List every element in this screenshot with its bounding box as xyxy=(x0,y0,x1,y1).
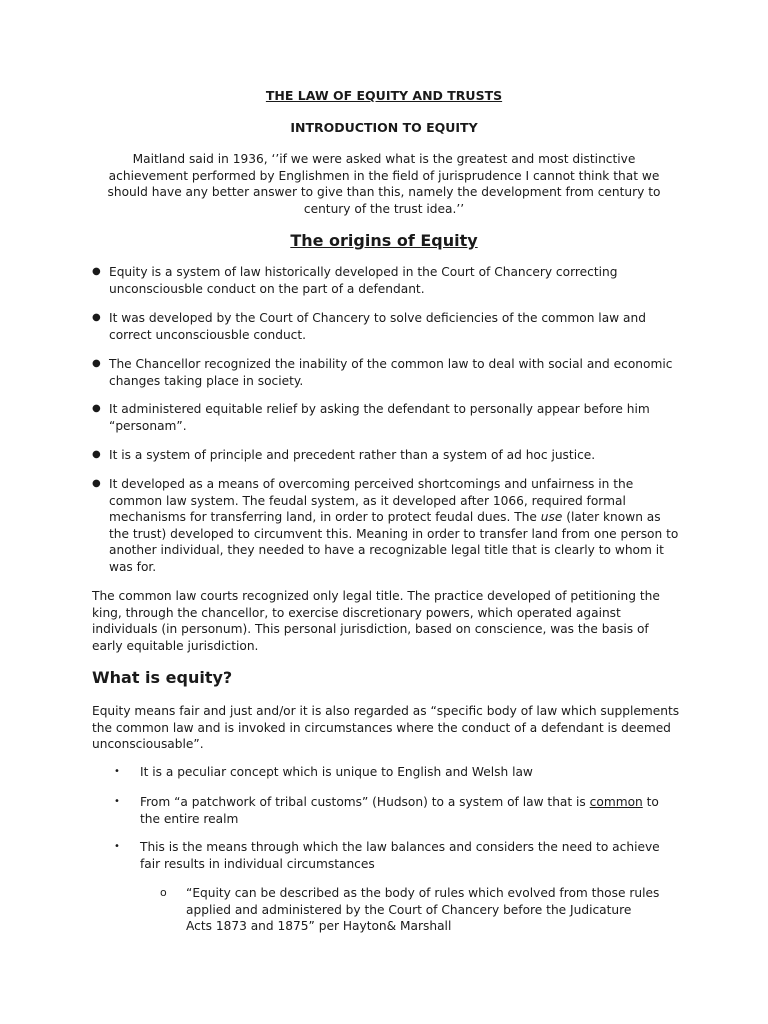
sub-list-item xyxy=(160,885,660,935)
list-item-text xyxy=(109,477,678,574)
list-item xyxy=(92,476,682,576)
text-run: It developed as a means of overcoming perceived shortcomings and unfairness in the common law system. The feudal system, as it developed after 1066, required formal mechanisms for transferring land, in order to protect feudal dues. The xyxy=(109,477,634,525)
bullet-marker: ● xyxy=(92,266,101,277)
bullet-marker: ● xyxy=(92,478,101,489)
what-is-equity-heading: What is equity? xyxy=(92,668,233,687)
list-item-text: The Chancellor recognized the inability of the common law to deal with social and economic changes taking place in society. xyxy=(109,357,673,388)
list-item-text: It is a peculiar concept which is unique to English and Welsh law xyxy=(140,765,533,779)
origins-paragraph: The common law courts recognized only legal title. The practice developed of petitioning the king, through the chancellor, to exercise discretionary powers, which operated against individuals (in personum). This personal jurisdiction, based on conscience, was the basis of early equitable jurisdiction. xyxy=(92,589,660,653)
list-item-text: Equity is a system of law historically developed in the Court of Chancery correcting unconsciousble conduct on the part of a defendant. xyxy=(109,265,618,296)
list-item xyxy=(92,264,682,297)
text-run: (later known as the trust) developed to circumvent this. Meaning in order to transfer land from one person to another individual, they needed to have a recognizable legal title that is clearly to whom it was for. xyxy=(109,510,679,574)
list-item-text: This is the means through which the law balances and considers the need to achieve fair results in individual circumstances xyxy=(140,840,660,871)
bullet-marker: ● xyxy=(92,312,101,323)
list-item-text: It administered equitable relief by asking the defendant to personally appear before him “personam”. xyxy=(109,402,650,433)
equity-definition-paragraph: Equity means fair and just and/or it is also regarded as “specific body of law which supplements the common law and is invoked in circumstances where the conduct of a defendant is deemed unconsciousable”. xyxy=(92,704,680,752)
emphasis-use: use xyxy=(540,510,563,525)
sub-list-item-text: “Equity can be described as the body of rules which evolved from those rules applied and administered by the Court of Chancery before the Judicature Acts 1873 and 1875” per Hayton& Marshall xyxy=(186,886,660,934)
text-run: to the entire realm xyxy=(140,795,659,826)
bullet-marker: • xyxy=(114,796,120,807)
bullet-marker: • xyxy=(114,841,120,852)
origins-heading: The origins of Equity xyxy=(290,231,478,250)
bullet-marker: • xyxy=(114,766,120,777)
bullet-marker: ● xyxy=(92,403,101,414)
bullet-marker: ● xyxy=(92,449,101,460)
circle-bullet-marker: o xyxy=(160,886,167,899)
list-item-text: It was developed by the Court of Chancery to solve deficiencies of the common law and correct unconsciousble conduct. xyxy=(109,311,646,342)
text-run: From “a patchwork of tribal customs” (Hudson) to a system of law that is xyxy=(140,795,590,809)
maitland-quote: Maitland said in 1936, ‘’if we were asked what is the greatest and most distinctive achievement performed by Englishmen in the field of jurisprudence I cannot think that we should have any better answer to give than this, namely the development from century to century of the trust idea.’’ xyxy=(107,152,661,216)
document-title: THE LAW OF EQUITY AND TRUSTS xyxy=(265,88,503,103)
list-item xyxy=(114,839,674,872)
list-item xyxy=(114,764,674,781)
list-item xyxy=(92,447,682,464)
list-item xyxy=(92,401,682,434)
bullet-marker: ● xyxy=(92,358,101,369)
document-subtitle: INTRODUCTION TO EQUITY xyxy=(290,120,478,135)
list-item xyxy=(114,794,674,827)
underlined-common: common xyxy=(589,795,643,809)
list-item xyxy=(92,356,682,389)
list-item xyxy=(92,310,682,343)
list-item-text xyxy=(140,795,659,826)
list-item-text: It is a system of principle and precedent rather than a system of ad hoc justice. xyxy=(109,448,596,462)
